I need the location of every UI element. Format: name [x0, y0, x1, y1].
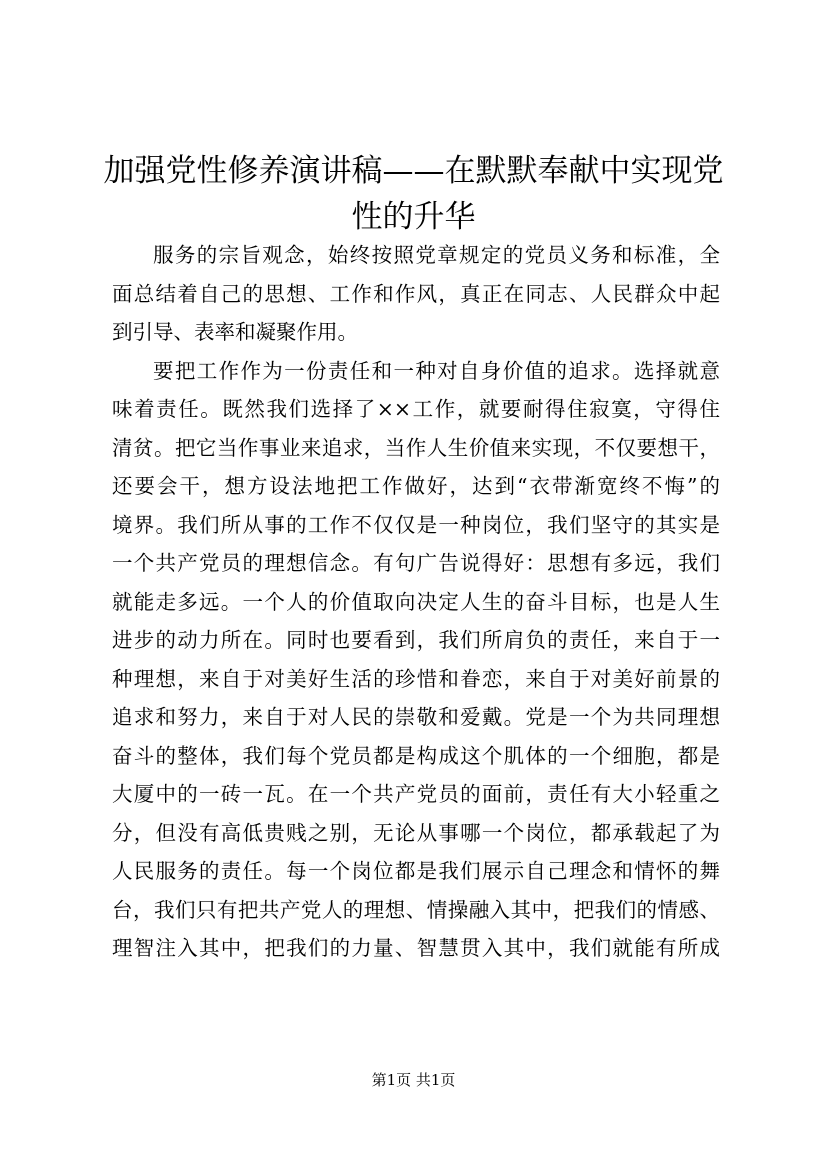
paragraph-1-line-1: 服务的宗旨观念，始终按照党章规定的党员义务和标准，全: [153, 243, 720, 267]
paragraph-2-line-12: 大厦中的一砖一瓦。在一个共产党员的面前，责任有大小轻重之: [112, 782, 720, 806]
paragraph-2-line-8: 进步的动力所在。同时也要看到，我们所肩负的责任，来自于一: [112, 628, 720, 652]
paragraph-2-line-14: 人民服务的责任。每一个岗位都是我们展示自己理念和情怀的舞: [112, 859, 720, 883]
page-number-footer: 第1页 共1页: [371, 1071, 456, 1089]
paragraph-2-line-11: 奋斗的整体，我们每个党员都是构成这个肌体的一个细胞，都是: [112, 743, 720, 768]
paragraph-2-line-5: 境界。我们所从事的工作不仅仅是一种岗位，我们坚守的其实是: [112, 512, 720, 537]
paragraph-2-line-3: 清贫。把它当作事业来追求，当作人生价值来实现，不仅要想干，: [112, 435, 720, 460]
paragraph-1-line-2: 面总结着自己的思想、工作和作风，真正在同志、人民群众中起: [112, 281, 720, 306]
paragraph-2-line-15: 台，我们只有把共产党人的理想、情操融入其中，把我们的情感、: [112, 897, 720, 922]
paragraph-2-line-9: 种理想，来自于对美好生活的珍惜和眷恋，来自于对美好前景的: [112, 666, 720, 691]
paragraph-2-line-13: 分，但没有高低贵贱之别，无论从事哪一个岗位，都承载起了为: [112, 820, 720, 845]
paragraph-2-line-1: 要把工作作为一份责任和一种对自身价值的追求。选择就意: [153, 358, 720, 383]
paragraph-2-line-2: 味着责任。既然我们选择了××工作，就要耐得住寂寞，守得住: [112, 397, 720, 421]
document-body: [112, 236, 720, 968]
paragraph-1-line-3: 到引导、表率和凝聚作用。: [112, 320, 358, 344]
paragraph-2-line-4: 还要会干，想方设法地把工作做好，达到“衣带渐宽终不悔”的: [112, 474, 720, 498]
document-title: 加强党性修养演讲稿——在默默奉献中实现党性的升华: [103, 153, 724, 235]
paragraph-2-line-10: 追求和努力，来自于对人民的崇敬和爱戴。党是一个为共同理想: [112, 705, 720, 729]
paragraph-2-line-6: 一个共产党员的理想信念。有句广告说得好：思想有多远，我们: [112, 551, 720, 575]
paragraph-2-line-16: 理智注入其中，把我们的力量、智慧贯入其中，我们就能有所成: [112, 936, 720, 960]
paragraph-2-line-7: 就能走多远。一个人的价值取向决定人生的奋斗目标，也是人生: [112, 589, 720, 614]
